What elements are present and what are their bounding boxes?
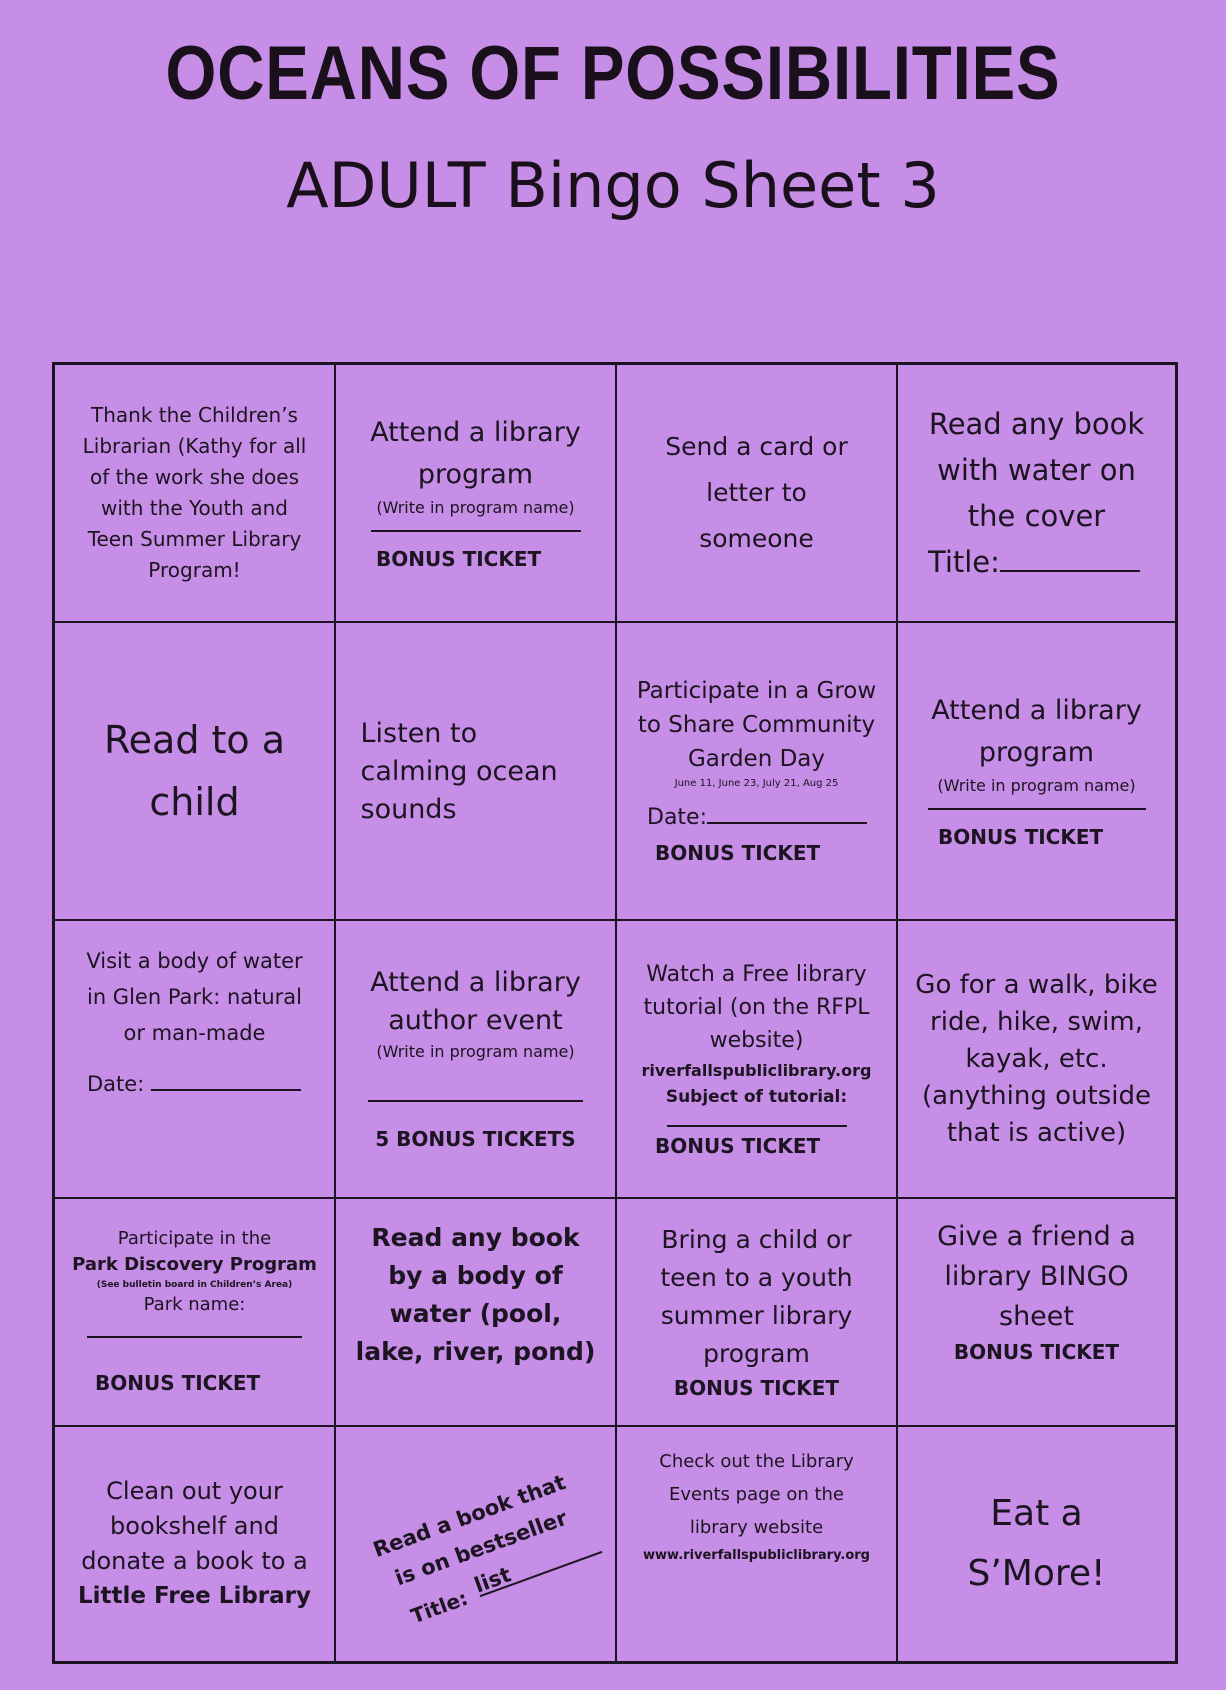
square-text: Visit a body of water in Glen Park: natural or man-made — [86, 949, 303, 1045]
square-text: Read to a child — [103, 718, 286, 824]
write-in-line[interactable] — [368, 1100, 583, 1102]
square-text: Thank the Children’s Librarian (Kathy for all of the work she does with the Youth and Teen Summer Library Program! — [82, 403, 307, 582]
square-text: Attend a library program — [370, 417, 581, 490]
square-note: (Write in program name) — [937, 776, 1136, 795]
bingo-grid — [52, 362, 1178, 1664]
bingo-square-bestseller[interactable] — [336, 1427, 617, 1661]
write-in-line[interactable] — [928, 808, 1146, 810]
bingo-square-smore[interactable] — [898, 1427, 1175, 1661]
bingo-square-glen-park-water[interactable] — [55, 921, 336, 1199]
bingo-square-park-discovery[interactable] — [55, 1199, 336, 1427]
write-in-line[interactable] — [371, 530, 581, 532]
bonus-ticket-label: BONUS TICKET — [95, 1371, 261, 1395]
website-url[interactable]: www.riverfallspubliclibrary.org — [643, 1548, 870, 1563]
square-note: (Write in program name) — [376, 498, 575, 517]
square-text: Read any book with water on the cover — [928, 407, 1145, 533]
write-in-line[interactable] — [87, 1336, 302, 1338]
bonus-ticket-label: BONUS TICKET — [938, 825, 1104, 849]
bingo-square-water-cover-book[interactable] — [898, 365, 1175, 623]
square-text: Attend a library program — [931, 695, 1142, 768]
square-text: Attend a library author event — [370, 967, 581, 1036]
program-name: Park Discovery Program — [72, 1254, 317, 1275]
website-url[interactable]: riverfallspubliclibrary.org — [641, 1060, 872, 1080]
bingo-square-outdoor-activity[interactable] — [898, 921, 1175, 1199]
garden-dates: June 11, June 23, July 21, Aug 25 — [674, 778, 839, 789]
field-label: Date: — [87, 1072, 145, 1096]
bingo-square-attend-program-2[interactable] — [898, 623, 1175, 921]
bingo-square-book-by-water[interactable] — [336, 1199, 617, 1427]
bonus-ticket-label: BONUS TICKET — [655, 1133, 821, 1158]
square-text: Watch a Free library tutorial (on the RFPL website) — [643, 961, 870, 1053]
tutorial-field-label: Subject of tutorial: — [665, 1086, 848, 1107]
bonus-ticket-label: BONUS TICKET — [953, 1340, 1120, 1364]
field-label: Title: — [928, 545, 1000, 579]
square-text: Check out the Library Events page on the library website — [659, 1451, 854, 1538]
bonus-ticket-label: BONUS TICKET — [655, 841, 821, 865]
page-subtitle: ADULT Bingo Sheet 3 — [286, 149, 940, 222]
page-title: OCEANS OF POSSIBILITIES — [165, 31, 1061, 116]
square-text: Bring a child or teen to a youth summer library program — [660, 1225, 853, 1368]
square-text: Go for a walk, bike ride, hike, swim, kayak, etc. (anything outside that is active) — [915, 969, 1158, 1148]
square-note: (Write in program name) — [376, 1042, 575, 1061]
bingo-square-send-card[interactable] — [617, 365, 898, 623]
square-text: Send a card or letter to someone — [665, 432, 848, 553]
bingo-square-give-friend-sheet[interactable] — [898, 1199, 1175, 1427]
date-field[interactable] — [65, 1069, 301, 1100]
square-text: Participate in a Grow to Share Community Garden Day — [636, 678, 877, 772]
bingo-square-garden-day[interactable] — [617, 623, 898, 921]
field-label: Date: — [647, 805, 707, 830]
title-field[interactable] — [908, 539, 1140, 585]
bonus-tickets-label: 5 BONUS TICKETS — [375, 1127, 576, 1151]
square-text: Give a friend a library BINGO sheet — [937, 1221, 1136, 1332]
bonus-ticket-label: BONUS TICKET — [673, 1376, 840, 1400]
square-text: Clean out your bookshelf and donate a book to a — [81, 1477, 308, 1575]
square-text: Participate in the — [117, 1228, 272, 1249]
little-free-library-label: Little Free Library — [77, 1583, 311, 1609]
park-name-label: Park name: — [143, 1294, 246, 1315]
square-text: Read any book by a body of water (pool, lake, river, pond) — [355, 1223, 596, 1366]
square-note: (See bulletin board in Children’s Area) — [96, 1280, 293, 1290]
bingo-square-thank-librarian[interactable] — [55, 365, 336, 623]
bingo-square-read-to-child[interactable] — [55, 623, 336, 921]
field-line — [1000, 540, 1140, 572]
square-text: Read a book that is on bestseller list — [369, 1470, 571, 1598]
square-text: Listen to calming ocean sounds — [360, 718, 558, 825]
bingo-square-events-page[interactable] — [617, 1427, 898, 1661]
field-line — [707, 798, 867, 824]
field-line — [151, 1069, 301, 1091]
title-field-label: Title: — [407, 1585, 471, 1629]
write-in-line[interactable] — [667, 1125, 847, 1127]
bingo-square-ocean-sounds[interactable] — [336, 623, 617, 921]
bingo-square-author-event[interactable] — [336, 921, 617, 1199]
bingo-square-little-free-library[interactable] — [55, 1427, 336, 1661]
bingo-square-bring-child[interactable] — [617, 1199, 898, 1427]
bonus-ticket-label: BONUS TICKET — [376, 547, 542, 571]
bingo-square-attend-program[interactable] — [336, 365, 617, 623]
square-text: Eat a S’More! — [967, 1493, 1106, 1594]
bingo-square-library-tutorial[interactable] — [617, 921, 898, 1199]
date-field[interactable] — [627, 798, 867, 838]
